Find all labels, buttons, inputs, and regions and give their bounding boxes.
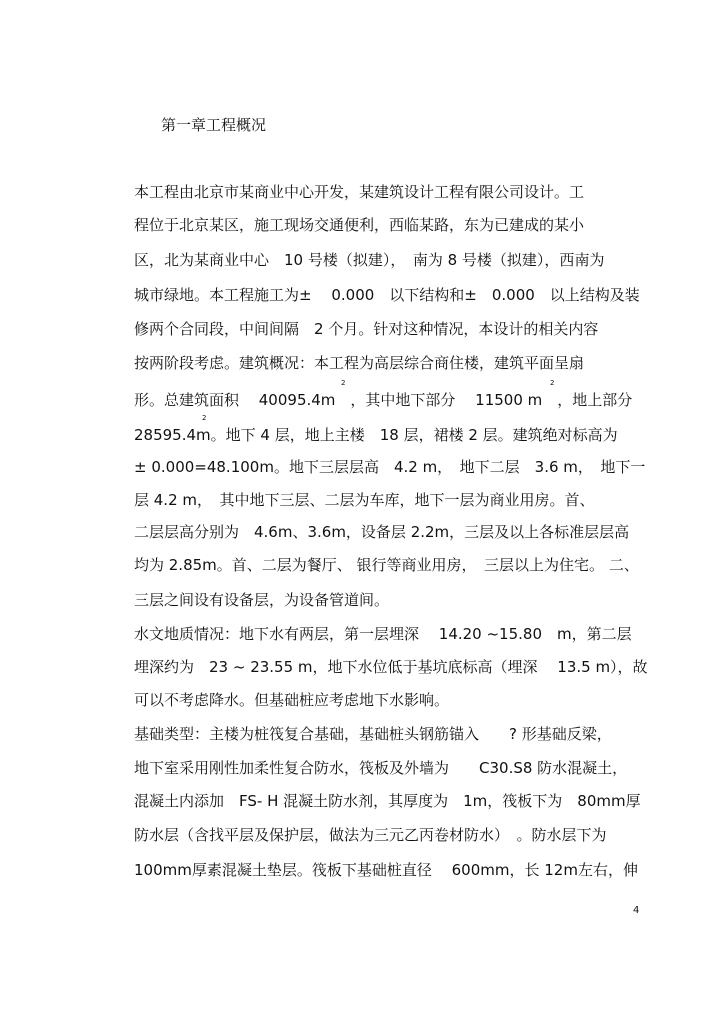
area-superscript: 2	[341, 379, 346, 387]
body-line: 地下室采用刚性加柔性复合防水，筏板及外墙为 C30.S8 防水混凝土，	[134, 759, 628, 777]
body-line: 城市绿地。本工程施工为± 0.000 以下结构和± 0.000 以上结构及装	[134, 286, 640, 304]
body-line: 按两阶段考虑。建筑概况：本工程为高层综合商住楼，建筑平面呈扇	[134, 354, 585, 372]
body-line: 层 4.2 m， 其中地下三层、二层为车库，地下一层为商业用房。首、	[134, 491, 595, 509]
body-line: 均为 2.85m。首、二层为餐厅、 银行等商业用房， 三层以上为住宅。 二、	[134, 556, 639, 574]
body-line: 三层之间设有设备层，为设备管道间。	[134, 591, 390, 609]
body-line: 二层层高分别为 4.6m、3.6m，设备层 2.2m，三层及以上各标准层层高	[134, 523, 630, 541]
body-line: 形。总建筑面积 40095.4m ，其中地下部分 11500 m ，地上部分	[134, 391, 633, 409]
body-line: 区，北为某商业中心 10 号楼（拟建）， 南为 8 号楼（拟建），西南为	[134, 251, 605, 269]
area-superscript: 2	[202, 414, 207, 422]
body-line: 程位于北京某区，施工现场交通便利，西临某路，东为已建成的某小	[134, 216, 585, 234]
body-line: 混凝土内添加 FS- H 混凝土防水剂，其厚度为 1m，筏板下为 80mm厚	[134, 792, 641, 810]
body-line: 可以不考虑降水。但基础桩应考虑地下水影响。	[134, 691, 450, 709]
body-line: 防水层（含找平层及保护层，做法为三元乙丙卷材防水） 。防水层下为	[134, 826, 607, 844]
body-line: ± 0.000=48.100m。地下三层层高 4.2 m， 地下二层 3.6 m， 地下一	[134, 458, 646, 476]
body-line: 水文地质情况：地下水有两层，第一层埋深 14.20 ~15.80 m，第二层	[134, 625, 632, 643]
body-line: 基础类型：主楼为桩筏复合基础，基础桩头钢筋锚入 ? 形基础反梁，	[134, 725, 612, 743]
body-line: 埋深约为 23 ~ 23.55 m，地下水位低于基坑底标高（埋深 13.5 m），故	[134, 658, 648, 676]
body-line: 28595.4m。地下 4 层，地上主楼 18 层，裙楼 2 层。建筑绝对标高为	[134, 426, 618, 444]
body-line: 本工程由北京市某商业中心开发，某建筑设计工程有限公司设计。工	[134, 183, 585, 201]
page-number: 4	[633, 905, 640, 916]
body-line: 修两个合同段，中间间隔 2 个月。针对这种情况，本设计的相关内容	[134, 320, 599, 338]
area-superscript: 2	[550, 379, 555, 387]
chapter-heading: 第一章工程概况	[161, 116, 267, 134]
body-line: 100mm厚素混凝土垫层。筏板下基础桩直径 600mm，长 12m左右，伸	[134, 861, 638, 879]
